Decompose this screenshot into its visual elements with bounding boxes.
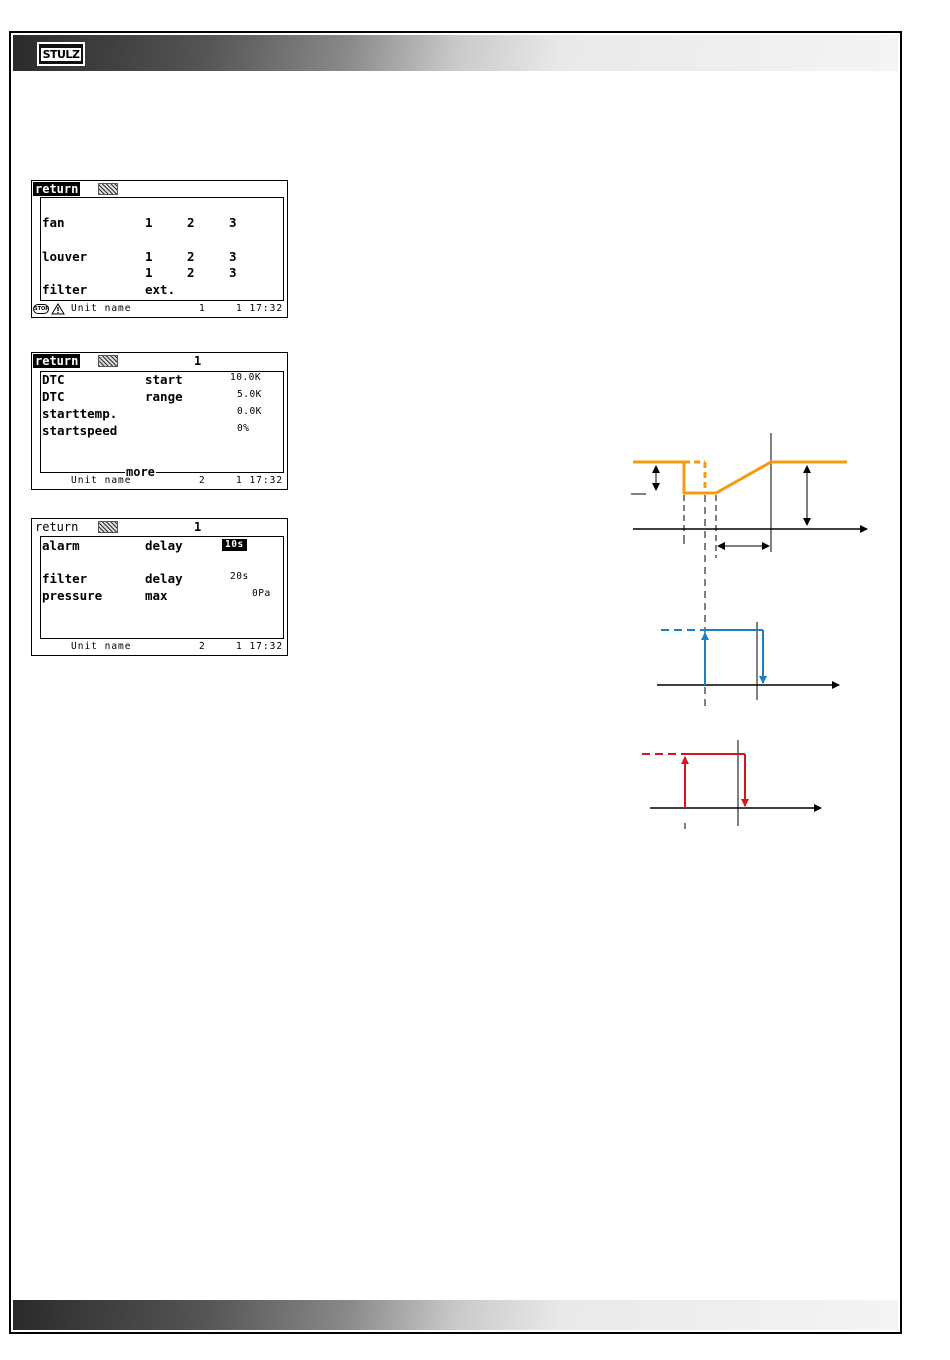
unit-name: Unit name	[71, 641, 132, 652]
row-label: startspeed	[42, 423, 118, 438]
row-label: pressure	[42, 588, 103, 603]
row2-1: 1	[145, 265, 153, 280]
blue-signal-graph	[657, 622, 839, 706]
alarm-delay-value[interactable]: 10s	[222, 539, 247, 551]
fan-speed-graph	[631, 433, 867, 700]
dtc-range-value[interactable]: 5.0K	[237, 389, 262, 400]
row2-2: 2	[187, 265, 195, 280]
red-signal-graph	[642, 740, 821, 829]
fan-2: 2	[187, 215, 195, 230]
startspeed-value[interactable]: 0%	[237, 423, 250, 434]
fan-speed-curve	[633, 462, 847, 493]
unit-name: Unit name	[71, 303, 132, 314]
row-param: delay	[145, 571, 183, 586]
clock: 1 17:32	[236, 641, 284, 652]
clock: 1 17:32	[236, 475, 284, 486]
page-number: 2	[199, 641, 206, 652]
return-tab[interactable]: return	[35, 182, 79, 196]
starttemp-value[interactable]: 0.0K	[237, 406, 262, 417]
pressure-max-value[interactable]: 0Pa	[252, 588, 271, 599]
row-label: louver	[42, 249, 88, 264]
row-param: range	[145, 389, 183, 404]
fan-3: 3	[229, 215, 237, 230]
dtc-start-value[interactable]: 10.0K	[230, 372, 262, 383]
filter-value: ext.	[145, 282, 176, 297]
row-param: delay	[145, 538, 183, 553]
row-label: starttemp.	[42, 406, 118, 421]
row-label: fan	[42, 215, 65, 230]
clock: 1 17:32	[236, 303, 284, 314]
logo-text: STULZ	[42, 47, 80, 61]
row2-3: 3	[229, 265, 237, 280]
stop-icon: STOP	[34, 306, 49, 312]
panel-number: 1	[194, 354, 202, 368]
louver-1: 1	[145, 249, 153, 264]
row-param: max	[145, 588, 168, 603]
row-label: filter	[42, 571, 88, 586]
filter-delay-value[interactable]: 20s	[230, 571, 249, 582]
row-param: start	[145, 372, 183, 387]
unit-name: Unit name	[71, 475, 132, 486]
page-number: 1	[199, 303, 206, 314]
return-tab[interactable]: return	[35, 520, 79, 534]
louver-2: 2	[187, 249, 195, 264]
return-tab[interactable]: return	[35, 354, 79, 368]
more-label[interactable]: more	[126, 465, 155, 479]
row-label: alarm	[42, 538, 80, 553]
row-label: filter	[42, 282, 88, 297]
louver-3: 3	[229, 249, 237, 264]
row-label: DTC	[42, 372, 65, 387]
fan-1: 1	[145, 215, 153, 230]
panel-number: 1	[194, 520, 202, 534]
row-label: DTC	[42, 389, 65, 404]
page-number: 2	[199, 475, 206, 486]
